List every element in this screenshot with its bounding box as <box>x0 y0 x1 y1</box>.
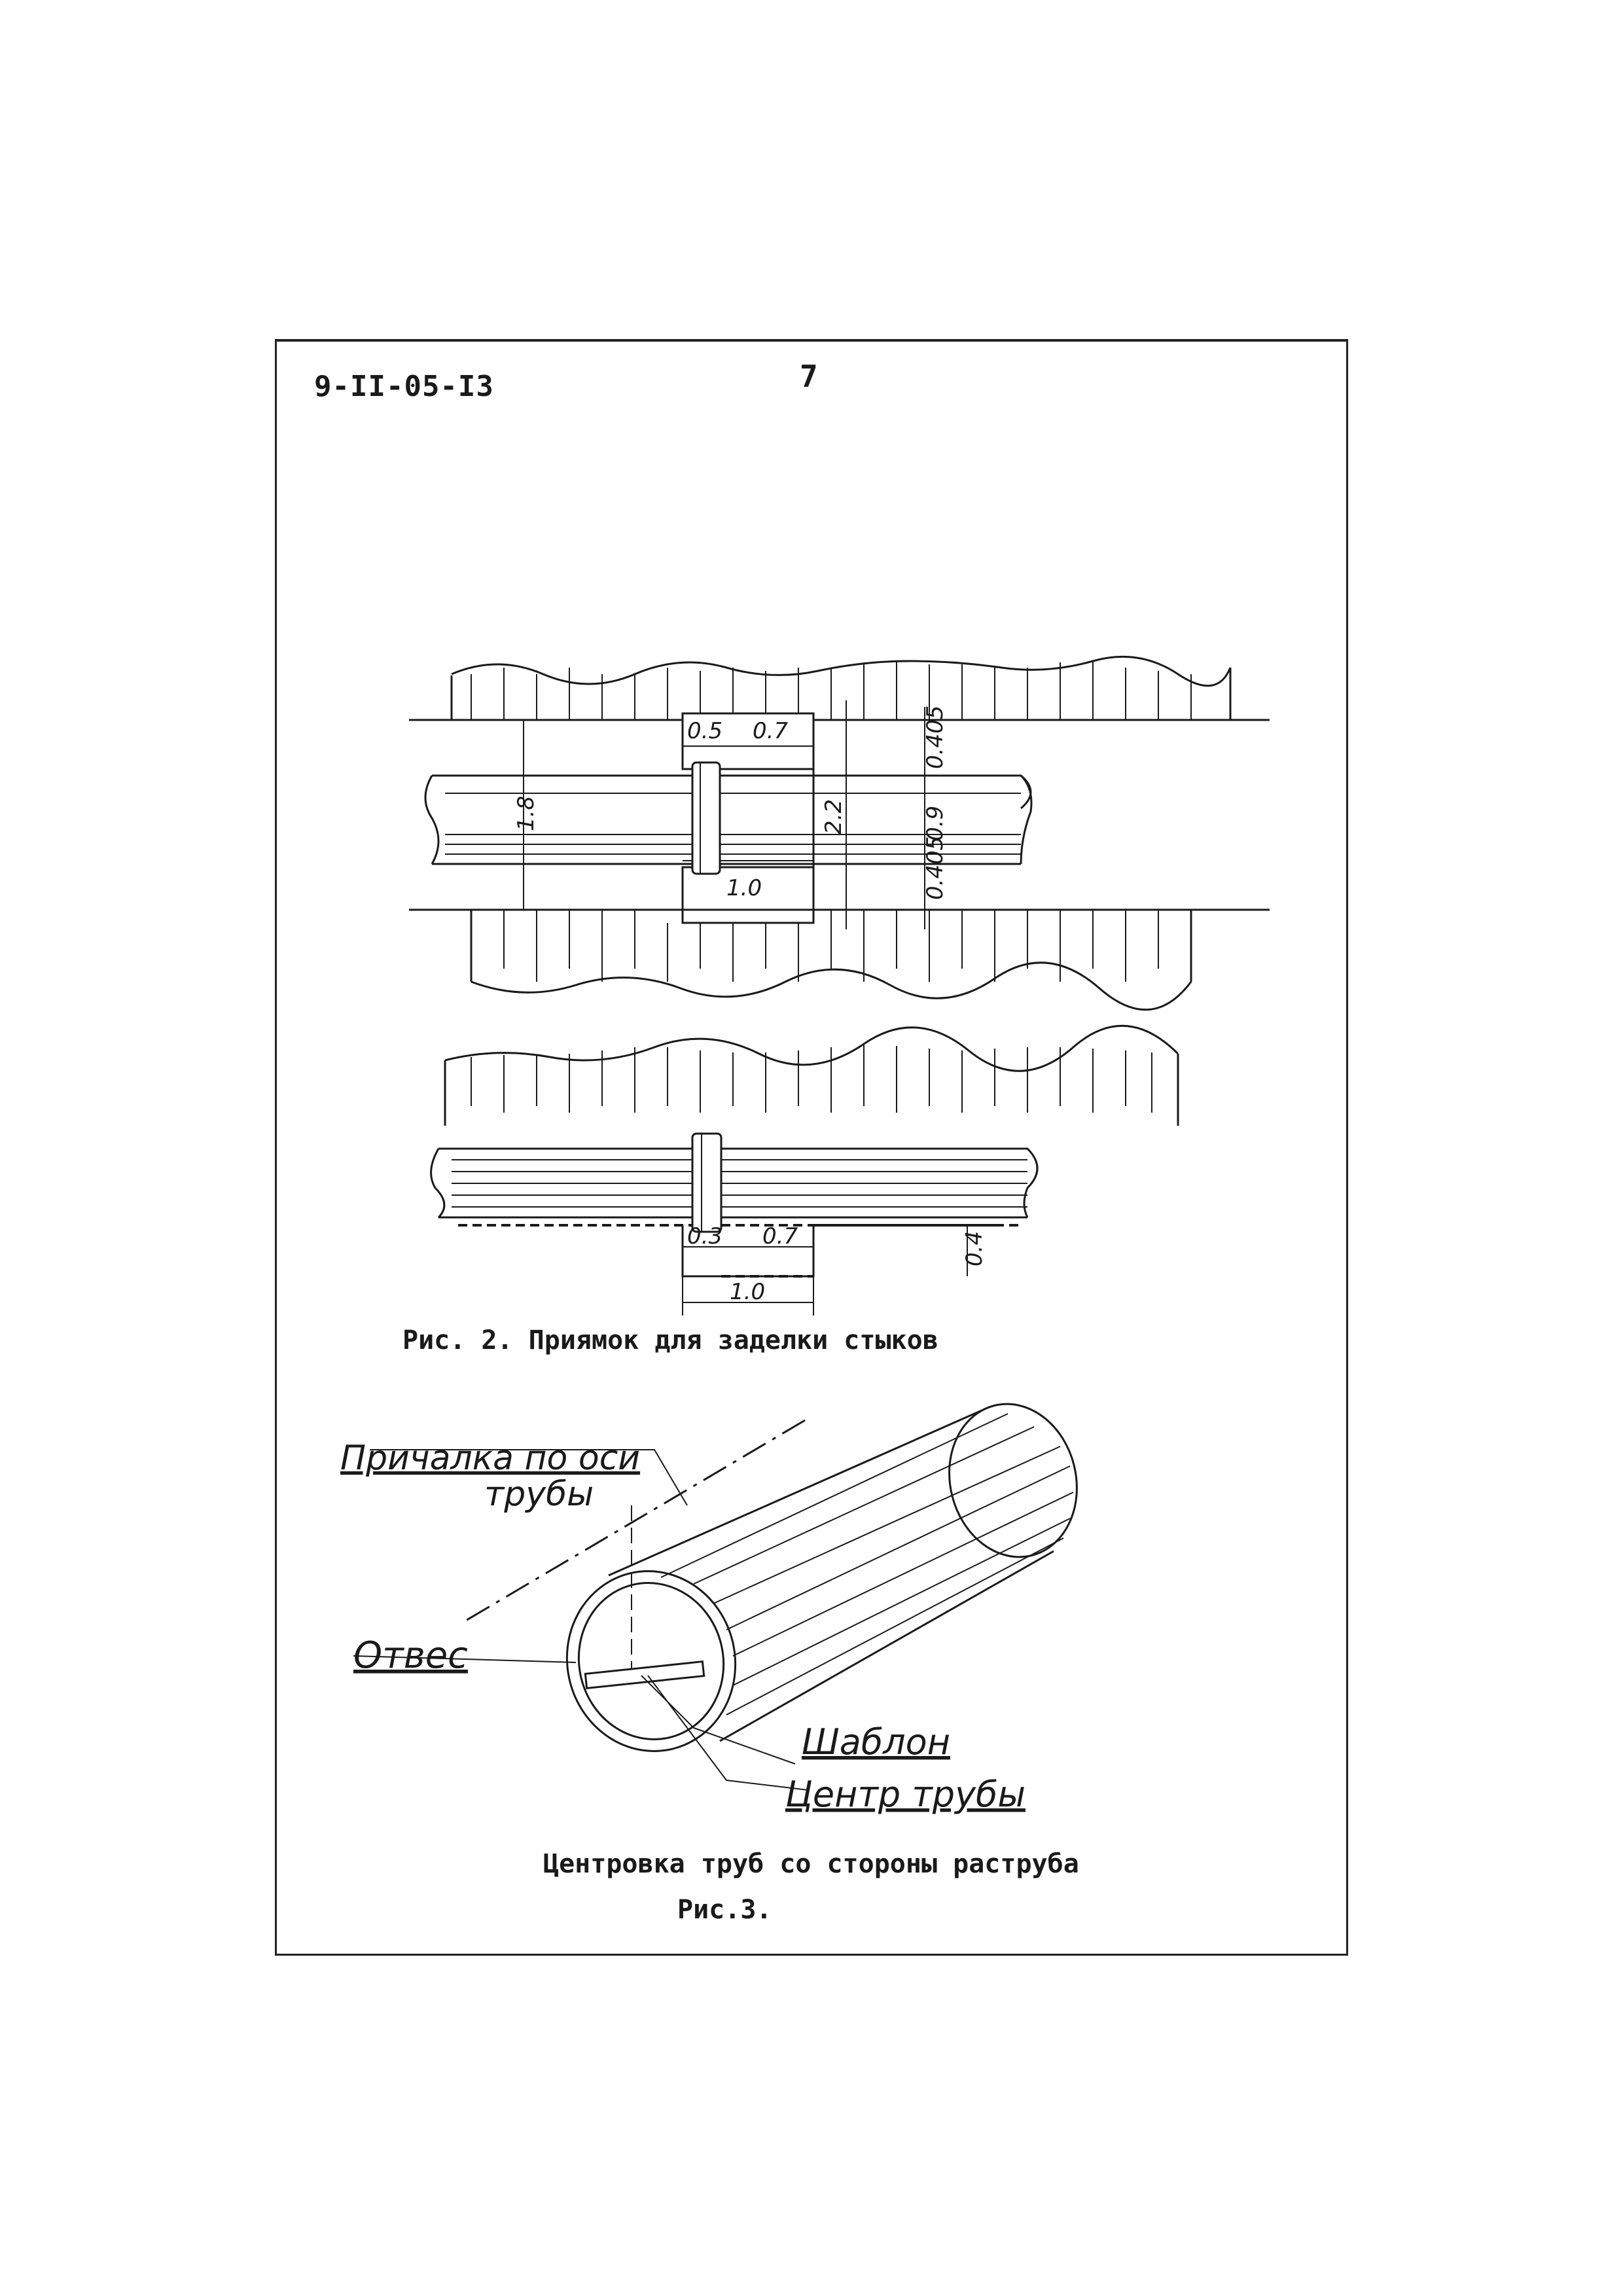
dim-plan-top-left: 0.5 <box>687 718 723 744</box>
soil-hatch-bottom <box>471 910 1191 982</box>
dim-plan-right-mid: 0.9 <box>922 805 948 841</box>
fig3-labels <box>340 1439 1026 1815</box>
dim-section-a: 0.3 <box>687 1223 723 1249</box>
soil-hatch-top <box>471 661 1191 720</box>
dim-section-total: 1.0 <box>730 1279 766 1305</box>
figure3-number: Рис.3. <box>677 1895 772 1925</box>
label-string-line-2: трубы <box>484 1475 594 1514</box>
dim-section-depth: 0.4 <box>961 1230 988 1266</box>
dim-plan-width: 2.2 <box>821 798 847 834</box>
dim-plan-top-right: 0.7 <box>753 718 789 744</box>
figure3-caption: Центровка труб со стороны раструба <box>543 1849 1079 1879</box>
dim-plan-right-bottom: 0.405 <box>922 836 948 900</box>
label-pipe-center: Центр трубы <box>785 1774 1026 1815</box>
fig2-section-view <box>431 1026 1178 1316</box>
dim-plan-bottom: 1.0 <box>726 875 762 901</box>
label-string-line: Причалка по оси <box>340 1439 641 1478</box>
dim-plan-pipe-dia: 1.8 <box>513 795 539 831</box>
document-code: 9-II-05-I3 <box>314 370 494 403</box>
label-template: Шаблон <box>802 1721 950 1763</box>
fig2-dimension-labels <box>513 706 988 1305</box>
page-number: 7 <box>800 359 818 394</box>
dim-section-b: 0.7 <box>762 1223 798 1249</box>
label-plumb: Отвес <box>353 1634 468 1677</box>
figure2-caption: Рис. 2. Приямок для заделки стыков <box>402 1325 938 1355</box>
dim-plan-right-top: 0.405 <box>922 705 948 769</box>
